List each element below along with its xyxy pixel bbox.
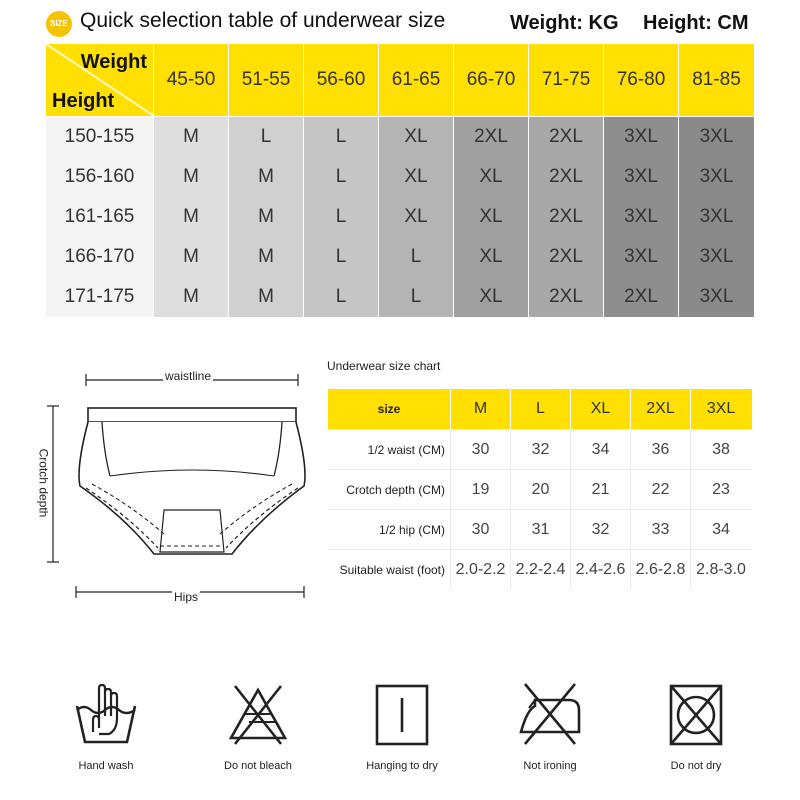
care-item-hand-wash [46, 680, 166, 780]
size-cell: 2XL [529, 197, 604, 237]
size-cell: XL [379, 157, 454, 197]
value-cell: 36 [631, 430, 691, 469]
height-cell: 156-160 [46, 157, 154, 197]
size-cell: XL [454, 157, 529, 197]
value-cell: 30 [451, 510, 511, 549]
hand-wash-icon [71, 680, 141, 750]
do-not-iron-icon [515, 680, 585, 750]
weight-column-header: 45-50 [154, 44, 229, 116]
header [46, 8, 758, 38]
size-column-header: XL [571, 389, 631, 429]
weight-column-header: 61-65 [379, 44, 454, 116]
corner-height-label: Height [52, 90, 115, 112]
size-cell: 2XL [529, 117, 604, 157]
size-cell: 3XL [604, 237, 679, 277]
size-cell: XL [454, 237, 529, 277]
size-cell: M [154, 197, 229, 237]
size-column-header: L [511, 389, 571, 429]
value-cell: 32 [511, 430, 571, 469]
value-cell: 2.0-2.2 [451, 550, 511, 589]
size-chart-header [328, 389, 752, 429]
page-title: Quick selection table of underwear size [80, 9, 446, 32]
size-cell: M [229, 157, 304, 197]
height-cell: 166-170 [46, 237, 154, 277]
size-cell: L [304, 117, 379, 157]
value-cell: 2.4-2.6 [571, 550, 631, 589]
table-row [46, 116, 754, 156]
value-cell: 2.6-2.8 [631, 550, 691, 589]
size-cell: 2XL [529, 237, 604, 277]
size-cell: L [304, 197, 379, 237]
height-cell: 161-165 [46, 197, 154, 237]
size-cell: 3XL [604, 197, 679, 237]
size-cell: L [229, 117, 304, 157]
size-cell: 3XL [679, 277, 754, 317]
size-cell: M [154, 237, 229, 277]
size-cell: M [154, 277, 229, 317]
size-cell: 3XL [604, 117, 679, 157]
underwear-diagram [36, 358, 316, 618]
value-cell: 2.2-2.4 [511, 550, 571, 589]
size-cell: L [304, 237, 379, 277]
hips-label: Hips [174, 590, 199, 604]
size-cell: XL [379, 197, 454, 237]
weight-unit: Weight: KG [510, 12, 619, 34]
size-chart-title: Underwear size chart [327, 359, 441, 373]
care-item-no-iron [490, 680, 610, 780]
size-cell: 2XL [454, 117, 529, 157]
weight-column-header: 51-55 [229, 44, 304, 116]
size-cell: 3XL [679, 157, 754, 197]
size-cell: L [304, 157, 379, 197]
weight-column-header: 56-60 [304, 44, 379, 116]
row-label: 1/2 hip (CM) [328, 510, 451, 549]
size-cell: XL [454, 197, 529, 237]
size-cell: 3XL [604, 157, 679, 197]
size-header-label: size [328, 389, 451, 429]
row-label: Suitable waist (foot) [320, 550, 451, 589]
value-cell: 20 [511, 470, 571, 509]
care-label: Do not dry [670, 760, 722, 772]
value-cell: 22 [631, 470, 691, 509]
weight-column-header: 71-75 [529, 44, 604, 116]
size-cell: 3XL [679, 237, 754, 277]
value-cell: 38 [712, 441, 730, 458]
height-cell: 150-155 [46, 117, 154, 157]
care-label: Not ironing [523, 760, 577, 772]
hang-dry-icon [367, 680, 437, 750]
value-cell: 21 [571, 470, 631, 509]
care-item-no-dry [636, 680, 756, 780]
value-cell: 2.8-3.0 [696, 561, 746, 578]
crotch-depth-label: Crotch depth [36, 448, 51, 518]
height-cell: 171-175 [46, 277, 154, 317]
size-cell: L [304, 277, 379, 317]
weight-column-header: 76-80 [604, 44, 679, 116]
row-label: Crotch depth (CM) [328, 470, 451, 509]
size-cell: M [154, 157, 229, 197]
do-not-bleach-icon [223, 680, 293, 750]
size-cell: 3XL [679, 117, 754, 157]
size-cell: L [379, 277, 454, 317]
size-cell: L [379, 237, 454, 277]
table-row [46, 156, 754, 196]
care-label: Hanging to dry [366, 760, 438, 772]
size-cell: 2XL [529, 277, 604, 317]
care-item-hang-dry [342, 680, 462, 780]
size-column-header: 2XL [631, 389, 691, 429]
size-cell: M [229, 277, 304, 317]
waistline-label: waistline [165, 369, 212, 383]
size-column-header: 3XL [706, 400, 736, 417]
care-item-no-bleach [198, 680, 318, 780]
value-cell: 34 [712, 521, 730, 538]
table-row [328, 549, 752, 589]
table-row [328, 429, 752, 469]
size-cell: M [229, 197, 304, 237]
underwear-outline-icon [36, 358, 316, 618]
weight-column-header: 66-70 [454, 44, 529, 116]
table-row [46, 276, 754, 316]
table-row [46, 236, 754, 276]
weight-column-header: 81-85 [692, 69, 741, 90]
value-cell: 19 [451, 470, 511, 509]
table-row [328, 469, 752, 509]
quick-table-header [46, 44, 754, 116]
value-cell: 34 [571, 430, 631, 469]
size-cell: XL [454, 277, 529, 317]
size-cell: 3XL [679, 197, 754, 237]
table-row [328, 509, 752, 549]
size-cell: 2XL [529, 157, 604, 197]
value-cell: 30 [451, 430, 511, 469]
care-label: Do not bleach [224, 760, 292, 772]
size-cell: XL [379, 117, 454, 157]
corner-weight-label: Weight [80, 51, 147, 73]
care-label: Hand wash [78, 760, 134, 772]
size-column-header: M [451, 389, 511, 429]
height-unit: Height: CM [643, 12, 749, 34]
size-cell: M [154, 117, 229, 157]
table-row [46, 196, 754, 236]
value-cell: 32 [571, 510, 631, 549]
row-label: 1/2 waist (CM) [328, 430, 451, 469]
size-badge-icon: SIZE [46, 11, 72, 37]
quick-size-table [46, 44, 754, 316]
value-cell: 33 [631, 510, 691, 549]
size-chart-table [328, 389, 752, 589]
table-corner [46, 44, 154, 116]
size-cell: 2XL [604, 277, 679, 317]
value-cell: 23 [712, 481, 730, 498]
value-cell: 31 [511, 510, 571, 549]
do-not-dry-icon [661, 680, 731, 750]
size-cell: M [229, 237, 304, 277]
